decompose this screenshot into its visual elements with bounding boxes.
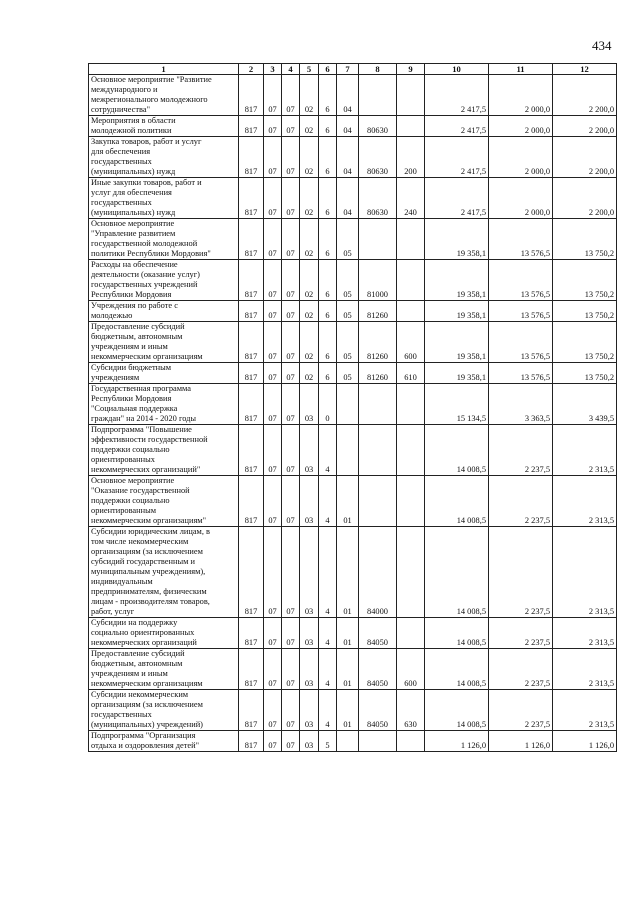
code-subsection: 07 [282,476,300,527]
col-header: 12 [553,64,617,75]
row-name: Закупка товаров, работ и услуг для обеспечения государственных (муниципальных) нужд [89,137,239,178]
row-name: Подпрограмма "Организация отдыха и оздоровления детей" [89,731,239,752]
code-subsection: 07 [282,384,300,425]
col-header: 8 [359,64,397,75]
code-direction: 84050 [359,649,397,690]
table-row [89,322,617,363]
budget-table [88,63,617,752]
code-direction: 84000 [359,527,397,618]
code-subsection: 07 [282,75,300,116]
code-event: 01 [337,476,359,527]
table-row [89,649,617,690]
code-section: 07 [264,260,282,301]
amount-year-2: 2 237,5 [489,649,553,690]
code-direction: 81260 [359,301,397,322]
code-admin: 817 [239,384,264,425]
code-expense-type [397,425,425,476]
amount-year-2: 1 126,0 [489,731,553,752]
amount-year-3: 2 200,0 [553,116,617,137]
code-direction [359,384,397,425]
code-program: 02 [300,178,319,219]
code-subsection: 07 [282,137,300,178]
row-name: Расходы на обеспечение деятельности (оказание услуг) государственных учреждений Республики Мордовия [89,260,239,301]
code-section: 07 [264,322,282,363]
amount-year-2: 2 237,5 [489,527,553,618]
code-subprogram: 6 [319,219,337,260]
code-subprogram: 4 [319,476,337,527]
amount-year-1: 19 358,1 [425,363,489,384]
code-program: 02 [300,363,319,384]
amount-year-3: 13 750,2 [553,219,617,260]
amount-year-2: 2 000,0 [489,75,553,116]
col-header: 5 [300,64,319,75]
code-admin: 817 [239,137,264,178]
code-direction [359,731,397,752]
amount-year-2: 2 237,5 [489,476,553,527]
code-direction [359,75,397,116]
row-name: Субсидии юридическим лицам, в том числе некоммерческим организациям (за исключением субсидий государственным и муниципальным учреждениям), индивидуальным предпринимателям, физическим лицам - производителям товаров, работ, услуг [89,527,239,618]
code-section: 07 [264,116,282,137]
code-direction: 81260 [359,363,397,384]
col-header: 11 [489,64,553,75]
code-expense-type [397,260,425,301]
amount-year-1: 2 417,5 [425,178,489,219]
col-header: 1 [89,64,239,75]
code-section: 07 [264,527,282,618]
code-admin: 817 [239,690,264,731]
code-subsection: 07 [282,649,300,690]
amount-year-1: 19 358,1 [425,219,489,260]
amount-year-2: 2 237,5 [489,690,553,731]
amount-year-2: 2 000,0 [489,137,553,178]
amount-year-1: 2 417,5 [425,75,489,116]
code-subsection: 07 [282,301,300,322]
code-event: 01 [337,618,359,649]
amount-year-3: 2 313,5 [553,618,617,649]
code-subprogram: 6 [319,178,337,219]
col-header: 7 [337,64,359,75]
row-name: Иные закупки товаров, работ и услуг для обеспечения государственных (муниципальных) нужд [89,178,239,219]
code-section: 07 [264,618,282,649]
code-expense-type [397,384,425,425]
code-subprogram: 4 [319,425,337,476]
code-program: 02 [300,137,319,178]
code-event: 01 [337,690,359,731]
table-body [89,75,617,752]
page-number: 434 [592,38,612,53]
code-expense-type: 610 [397,363,425,384]
code-direction [359,425,397,476]
code-subprogram: 6 [319,260,337,301]
amount-year-3: 2 200,0 [553,75,617,116]
amount-year-1: 15 134,5 [425,384,489,425]
amount-year-2: 13 576,5 [489,301,553,322]
header-row [89,64,617,75]
amount-year-3: 13 750,2 [553,322,617,363]
code-expense-type: 600 [397,649,425,690]
code-subprogram: 6 [319,363,337,384]
amount-year-1: 14 008,5 [425,690,489,731]
row-name: Субсидии некоммерческим организациям (за исключением государственных (муниципальных) учреждений) [89,690,239,731]
code-expense-type: 630 [397,690,425,731]
code-program: 03 [300,425,319,476]
code-subprogram: 4 [319,618,337,649]
row-name: Учреждения по работе с молодежью [89,301,239,322]
code-expense-type [397,301,425,322]
code-subsection: 07 [282,322,300,363]
code-section: 07 [264,178,282,219]
code-program: 03 [300,618,319,649]
code-expense-type [397,75,425,116]
code-subsection: 07 [282,178,300,219]
code-admin: 817 [239,649,264,690]
code-expense-type [397,116,425,137]
code-expense-type: 200 [397,137,425,178]
code-event [337,425,359,476]
table-row [89,476,617,527]
table-row [89,178,617,219]
amount-year-1: 2 417,5 [425,116,489,137]
code-expense-type [397,527,425,618]
table-row [89,116,617,137]
amount-year-3: 13 750,2 [553,301,617,322]
code-direction: 80630 [359,137,397,178]
code-subsection: 07 [282,618,300,649]
code-subprogram: 6 [319,322,337,363]
code-event: 01 [337,649,359,690]
row-name: Предоставление субсидий бюджетным, автономным учреждениям и иным некоммерческим организациям [89,649,239,690]
code-subprogram: 5 [319,731,337,752]
code-program: 02 [300,301,319,322]
table-row [89,137,617,178]
code-event [337,384,359,425]
code-subsection: 07 [282,690,300,731]
code-admin: 817 [239,260,264,301]
code-subsection: 07 [282,425,300,476]
code-expense-type [397,476,425,527]
code-admin: 817 [239,116,264,137]
table-row [89,618,617,649]
amount-year-1: 14 008,5 [425,476,489,527]
table-row [89,301,617,322]
code-subprogram: 4 [319,690,337,731]
code-program: 02 [300,260,319,301]
code-section: 07 [264,731,282,752]
code-program: 03 [300,649,319,690]
code-event: 04 [337,116,359,137]
code-program: 03 [300,527,319,618]
code-direction: 80630 [359,178,397,219]
col-header: 2 [239,64,264,75]
code-program: 02 [300,116,319,137]
table-row [89,75,617,116]
code-direction [359,476,397,527]
amount-year-3: 2 313,5 [553,476,617,527]
amount-year-1: 14 008,5 [425,527,489,618]
code-program: 03 [300,731,319,752]
code-subprogram: 0 [319,384,337,425]
col-header: 9 [397,64,425,75]
table-row [89,527,617,618]
code-subprogram: 6 [319,137,337,178]
code-subsection: 07 [282,260,300,301]
code-subprogram: 6 [319,75,337,116]
amount-year-1: 14 008,5 [425,649,489,690]
code-program: 02 [300,219,319,260]
amount-year-3: 2 200,0 [553,137,617,178]
amount-year-3: 2 313,5 [553,649,617,690]
code-section: 07 [264,363,282,384]
code-subprogram: 4 [319,649,337,690]
amount-year-1: 2 417,5 [425,137,489,178]
code-admin: 817 [239,476,264,527]
amount-year-2: 13 576,5 [489,322,553,363]
col-header: 10 [425,64,489,75]
amount-year-3: 2 313,5 [553,425,617,476]
amount-year-2: 2 000,0 [489,178,553,219]
row-name: Подпрограмма "Повышение эффективности государственной поддержки социально ориентированных некоммерческих организаций" [89,425,239,476]
amount-year-1: 14 008,5 [425,618,489,649]
amount-year-3: 13 750,2 [553,363,617,384]
code-event: 04 [337,137,359,178]
code-section: 07 [264,690,282,731]
row-name: Субсидии на поддержку социально ориентированных некоммерческих организаций [89,618,239,649]
code-event: 05 [337,260,359,301]
table-row [89,363,617,384]
code-section: 07 [264,137,282,178]
code-event: 04 [337,178,359,219]
code-subprogram: 6 [319,116,337,137]
amount-year-3: 2 313,5 [553,690,617,731]
col-header: 4 [282,64,300,75]
code-direction: 80630 [359,116,397,137]
code-subsection: 07 [282,731,300,752]
code-event: 05 [337,301,359,322]
table-row [89,260,617,301]
code-expense-type [397,731,425,752]
code-subsection: 07 [282,363,300,384]
code-expense-type: 240 [397,178,425,219]
code-admin: 817 [239,178,264,219]
code-program: 03 [300,384,319,425]
code-direction: 84050 [359,618,397,649]
code-subprogram: 4 [319,527,337,618]
code-section: 07 [264,384,282,425]
code-section: 07 [264,476,282,527]
amount-year-3: 13 750,2 [553,260,617,301]
code-direction [359,219,397,260]
code-section: 07 [264,75,282,116]
table-row [89,384,617,425]
amount-year-2: 13 576,5 [489,219,553,260]
code-admin: 817 [239,731,264,752]
code-admin: 817 [239,618,264,649]
code-subsection: 07 [282,219,300,260]
code-subsection: 07 [282,527,300,618]
table-row [89,690,617,731]
amount-year-3: 2 313,5 [553,527,617,618]
row-name: Государственная программа Республики Мордовия "Социальная поддержка граждан" на 2014 - 2020 годы [89,384,239,425]
code-admin: 817 [239,75,264,116]
amount-year-2: 13 576,5 [489,260,553,301]
amount-year-1: 19 358,1 [425,301,489,322]
code-admin: 817 [239,301,264,322]
col-header: 3 [264,64,282,75]
row-name: Мероприятия в области молодежной политики [89,116,239,137]
amount-year-1: 1 126,0 [425,731,489,752]
code-event: 05 [337,322,359,363]
code-expense-type [397,618,425,649]
amount-year-1: 19 358,1 [425,260,489,301]
row-name: Основное мероприятие "Управление развитием государственной молодежной политики Республики Мордовия" [89,219,239,260]
code-event [337,731,359,752]
row-name: Предоставление субсидий бюджетным, автономным учреждениям и иным некоммерческим организациям [89,322,239,363]
code-admin: 817 [239,425,264,476]
code-program: 02 [300,322,319,363]
code-expense-type [397,219,425,260]
code-event: 05 [337,363,359,384]
code-subprogram: 6 [319,301,337,322]
row-name: Основное мероприятие "Развитие международного и межрегионального молодежного сотрудничества" [89,75,239,116]
code-direction: 81260 [359,322,397,363]
code-admin: 817 [239,219,264,260]
amount-year-2: 2 000,0 [489,116,553,137]
code-admin: 817 [239,527,264,618]
code-section: 07 [264,649,282,690]
code-event: 01 [337,527,359,618]
code-section: 07 [264,425,282,476]
amount-year-3: 2 200,0 [553,178,617,219]
amount-year-1: 14 008,5 [425,425,489,476]
code-program: 02 [300,75,319,116]
amount-year-2: 3 363,5 [489,384,553,425]
col-header: 6 [319,64,337,75]
table-row [89,425,617,476]
code-direction: 84050 [359,690,397,731]
amount-year-2: 13 576,5 [489,363,553,384]
code-program: 03 [300,690,319,731]
amount-year-3: 3 439,5 [553,384,617,425]
code-expense-type: 600 [397,322,425,363]
table-row [89,219,617,260]
code-direction: 81000 [359,260,397,301]
amount-year-3: 1 126,0 [553,731,617,752]
code-section: 07 [264,301,282,322]
code-section: 07 [264,219,282,260]
code-program: 03 [300,476,319,527]
row-name: Основное мероприятие "Оказание государственной поддержки социально ориентированным некоммерческим организациям" [89,476,239,527]
amount-year-1: 19 358,1 [425,322,489,363]
row-name: Субсидии бюджетным учреждениям [89,363,239,384]
amount-year-2: 2 237,5 [489,618,553,649]
table-row [89,731,617,752]
code-admin: 817 [239,363,264,384]
amount-year-2: 2 237,5 [489,425,553,476]
code-subsection: 07 [282,116,300,137]
code-event: 05 [337,219,359,260]
code-admin: 817 [239,322,264,363]
code-event: 04 [337,75,359,116]
